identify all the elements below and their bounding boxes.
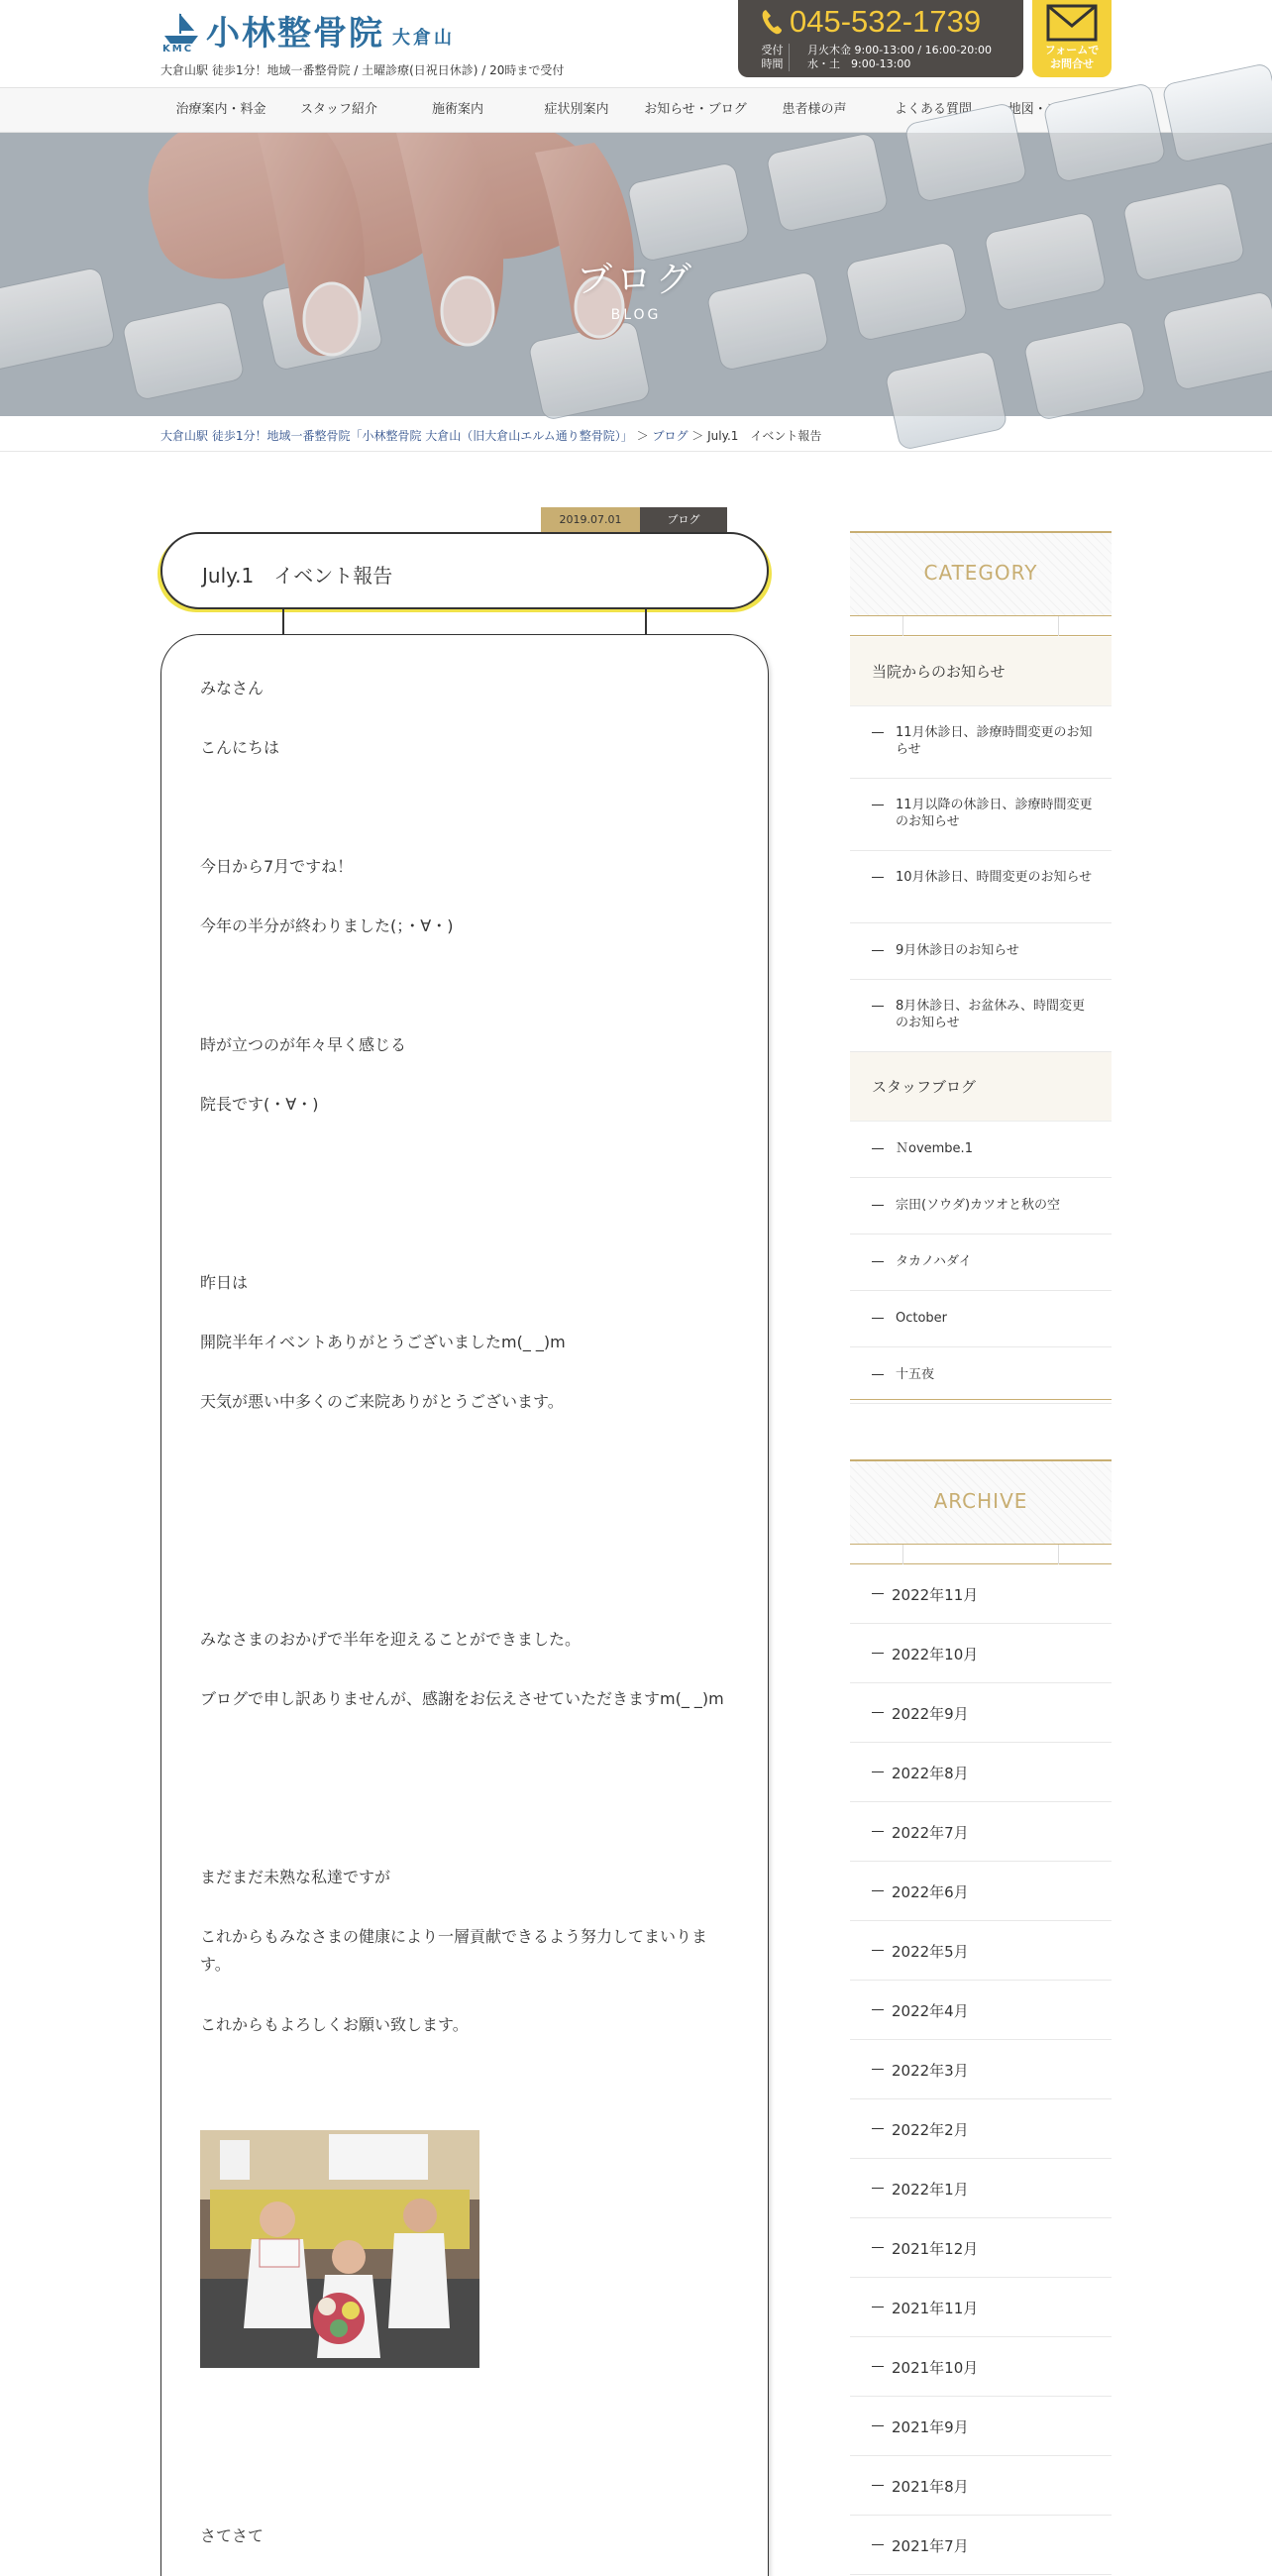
archive-item-label: 2021年11月	[892, 2300, 979, 2317]
dash-icon	[872, 2188, 884, 2189]
archive-item-label: 2022年11月	[892, 1586, 979, 1604]
mail-icon	[1046, 4, 1098, 42]
dash-icon	[872, 2247, 884, 2248]
breadcrumb-blog[interactable]: ブログ	[652, 429, 689, 443]
nav-item-symptoms[interactable]: 症状別案内	[544, 102, 609, 117]
dash-icon	[872, 1653, 884, 1654]
contact-form-label	[1032, 44, 1112, 71]
category-item-label: 宗田(ソウダ)カツオと秋の空	[896, 1198, 1061, 1213]
reception-hours-label: 受付時間	[760, 44, 790, 71]
dash-icon	[872, 2069, 884, 2070]
breadcrumb-separator: ＞	[688, 429, 708, 443]
nav-item-faq[interactable]: よくある質問	[894, 102, 972, 117]
hours-line-1: 月火木金 9:00-13:00 / 16:00-20:00	[807, 44, 992, 56]
nav-item-news-blog[interactable]: お知らせ・ブログ	[644, 102, 747, 117]
archive-item-label: 2021年7月	[892, 2537, 969, 2555]
category-group-staff-blog[interactable]: スタッフブログ	[850, 1052, 1112, 1122]
category-item-label: 11月休診日、診療時間変更のお知らせ	[896, 725, 1093, 757]
archive-item[interactable]	[850, 1921, 1112, 1981]
archive-item[interactable]	[850, 1743, 1112, 1802]
reception-hours	[807, 44, 992, 71]
archive-divider	[850, 1545, 1112, 1564]
archive-heading	[850, 1459, 1112, 1545]
post-paragraph: みなさまのおかげで半年を迎えることができました。	[200, 1630, 582, 1649]
archive-item-label: 2022年3月	[892, 2062, 969, 2080]
logo-name: 小林整骨院	[206, 14, 384, 54]
post-paragraph: これからもみなさまの健康により一層貢献できるよう努力してまいります。	[200, 1927, 708, 1974]
phone-icon	[760, 8, 784, 36]
archive-item-label: 2022年10月	[892, 1646, 979, 1664]
archive-item[interactable]	[850, 2218, 1112, 2278]
archive-item-label: 2022年5月	[892, 1943, 969, 1961]
archive-item-label: 2022年7月	[892, 1824, 969, 1842]
category-item-label: 十五夜	[896, 1367, 935, 1382]
category-item-label: 9月休診日のお知らせ	[896, 943, 1019, 958]
dash-icon	[872, 2307, 884, 2308]
archive-item[interactable]	[850, 2159, 1112, 2218]
logo-location: 大倉山	[392, 28, 455, 49]
dash-icon	[872, 1950, 884, 1951]
dash-icon	[872, 2366, 884, 2367]
page-subtitle: BLOG	[610, 307, 662, 323]
dash-icon	[872, 1712, 884, 1713]
post-paragraph: ブログで申し訳ありませんが、感謝をお伝えさせていただきますm(_ _)m	[200, 1689, 724, 1708]
category-bottom-rule	[850, 1399, 1112, 1400]
dash-icon	[872, 2009, 884, 2010]
category-item[interactable]	[850, 1291, 1112, 1347]
category-divider	[850, 616, 1112, 636]
post-date: 2019.07.01	[541, 507, 640, 533]
archive-item[interactable]	[850, 2337, 1112, 2397]
post-title-box	[160, 532, 769, 609]
post-paragraph: 今日から7月ですね！	[200, 857, 354, 876]
category-item[interactable]	[850, 1347, 1112, 1404]
archive-item-label: 2022年4月	[892, 2002, 969, 2020]
site-tagline: 大倉山駅 徒歩1分！地域一番整骨院 / 土曜診療(日祝日休診) / 20時まで受付	[160, 63, 565, 77]
category-item[interactable]	[850, 1122, 1112, 1178]
ship-logo-icon	[160, 12, 202, 54]
dash-icon	[872, 2425, 884, 2426]
connector-line	[282, 609, 284, 637]
breadcrumb	[0, 416, 1272, 452]
category-item[interactable]	[850, 923, 1112, 980]
category-item-label: タカノハダイ	[896, 1254, 972, 1269]
breadcrumb-separator: ＞	[632, 429, 653, 443]
archive-item[interactable]	[850, 1981, 1112, 2040]
category-title: CATEGORY	[923, 561, 1038, 585]
post-paragraph: 今年の半分が終わりました(；・∀・)	[200, 916, 454, 935]
nav-item-voices[interactable]: 患者様の声	[782, 102, 847, 117]
post-title: July.1 イベント報告	[202, 564, 393, 588]
phone-contact[interactable]	[738, 0, 1023, 77]
contact-form-label-1: フォームで	[1044, 44, 1100, 56]
archive-item-label: 2021年10月	[892, 2359, 979, 2377]
nav-item-staff[interactable]: スタッフ紹介	[299, 102, 377, 117]
archive-item[interactable]	[850, 2099, 1112, 2159]
post-paragraph: こんにちは	[200, 738, 280, 757]
logo-mark-text: KMC	[162, 44, 194, 54]
archive-item[interactable]	[850, 1624, 1112, 1683]
post-paragraph: 院長です(・∀・)	[200, 1095, 319, 1114]
dash-icon	[872, 1771, 884, 1772]
dash-icon	[872, 2128, 884, 2129]
hours-line-2: 水・土 9:00-13:00	[807, 57, 911, 70]
archive-item-label: 2022年8月	[892, 1765, 969, 1782]
post-paragraph: 開院半年イベントありがとうございましたm(_ _)m	[200, 1333, 566, 1351]
category-item[interactable]	[850, 980, 1112, 1052]
category-item[interactable]	[850, 779, 1112, 851]
archive-item[interactable]	[850, 2516, 1112, 2575]
post-category[interactable]: ブログ	[640, 507, 727, 533]
category-heading	[850, 531, 1112, 616]
page-title: ブログ	[576, 260, 695, 300]
post-paragraph: 天気が悪い中多くのご来院ありがとうございます。	[200, 1392, 564, 1411]
category-item-label: Ｎovembe.1	[896, 1141, 973, 1156]
archive-item-label: 2021年12月	[892, 2240, 979, 2258]
category-item[interactable]	[850, 851, 1112, 923]
archive-item[interactable]	[850, 2456, 1112, 2516]
archive-item-label: 2022年1月	[892, 2181, 969, 2199]
archive-title: ARCHIVE	[933, 1489, 1028, 1513]
dash-icon	[872, 2544, 884, 2545]
archive-item-label: 2021年8月	[892, 2478, 969, 2496]
post-paragraph: みなさん	[200, 679, 265, 698]
archive-item[interactable]	[850, 1802, 1112, 1862]
post-paragraph: まだまだ未熟な私達ですが	[200, 1868, 391, 1886]
archive-item[interactable]	[850, 1564, 1112, 1624]
post-paragraph: これからもよろしくお願い致します。	[200, 2015, 469, 2034]
archive-item[interactable]	[850, 2397, 1112, 2456]
archive-item[interactable]	[850, 1683, 1112, 1743]
nav-item-procedures[interactable]: 施術案内	[431, 102, 483, 117]
dash-icon	[872, 1890, 884, 1891]
connector-line	[645, 609, 647, 637]
nav-item-treatment-fees[interactable]: 治療案内・料金	[175, 102, 266, 117]
category-item-label: 11月以降の休診日、診療時間変更のお知らせ	[896, 798, 1093, 829]
archive-item[interactable]	[850, 1862, 1112, 1921]
contact-form-label-2: お問合せ	[1050, 57, 1094, 70]
category-item[interactable]	[850, 1234, 1112, 1291]
dash-icon	[872, 2485, 884, 2486]
archive-item-label: 2022年2月	[892, 2121, 969, 2139]
dash-icon	[872, 1593, 884, 1594]
contact-form-button[interactable]	[1032, 0, 1112, 77]
breadcrumb-current: July.1 イベント報告	[707, 429, 822, 443]
site-logo[interactable]	[160, 12, 455, 54]
phone-number[interactable]: 045-532-1739	[790, 4, 982, 39]
post-paragraph: 時が立つのが年々早く感じる	[200, 1035, 407, 1054]
post-paragraph: 昨日は	[200, 1273, 249, 1292]
category-item-label: 8月休診日、お盆休み、時間変更のお知らせ	[896, 999, 1086, 1030]
breadcrumb-home[interactable]: 大倉山駅 徒歩1分！地域一番整骨院「小林整骨院 大倉山（旧大倉山エルム通り整骨院）」	[160, 429, 633, 443]
category-item-label: October	[896, 1311, 948, 1326]
post-paragraph: さてさて	[200, 2526, 265, 2545]
dash-icon	[872, 1831, 884, 1832]
staff-photo	[200, 2130, 479, 2368]
archive-item-label: 2022年6月	[892, 1883, 969, 1901]
archive-item-label: 2022年9月	[892, 1705, 969, 1723]
archive-item-label: 2021年9月	[892, 2418, 969, 2436]
archive-item[interactable]	[850, 2278, 1112, 2337]
hero-banner	[0, 133, 1272, 416]
archive-item[interactable]	[850, 2040, 1112, 2099]
category-group-clinic-news[interactable]: 当院からのお知らせ	[850, 637, 1112, 706]
category-item[interactable]	[850, 706, 1112, 779]
category-item-label: 10月休診日、時間変更のお知らせ	[896, 870, 1093, 885]
site-header	[0, 0, 1272, 87]
category-item[interactable]	[850, 1178, 1112, 1234]
